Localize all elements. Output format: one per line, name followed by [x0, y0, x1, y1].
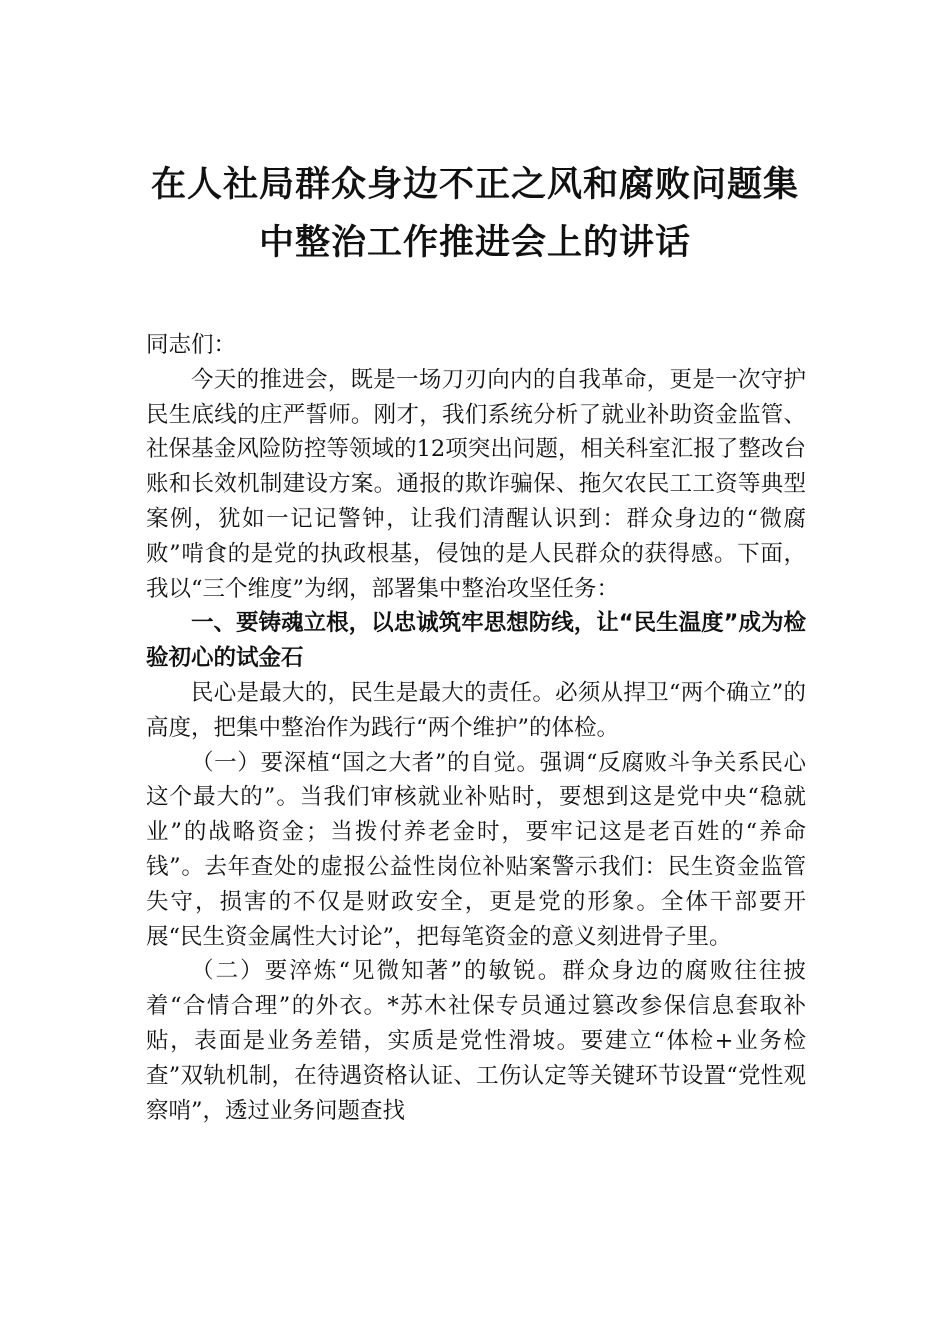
- paragraph-subsection-1: （一）要深植“国之大者”的自觉。强调“反腐败斗争关系民心这个最大的”。当我们审核就业补贴时，要想到这是党中央“稳就业”的战略资金；当拨付养老金时，要牢记这是老百姓的“养命钱”。去年查处的虚报公益性岗位补贴案警示我们：民生资金监管失守，损害的不仅是财政安全，更是党的形象。全体干部要开展“民生资金属性大讨论”，把每笔资金的意义刻进骨子里。: [146, 749, 806, 950]
- paragraph-intro: 今天的推进会，既是一场刀刃向内的自我革命，更是一次守护民生底线的庄严誓师。刚才，我们系统分析了就业补助资金监管、社保基金风险防控等领域的12项突出问题，相关科室汇报了整改台账和长效机制建设方案。通报的欺诈骗保、拖欠农民工工资等典型案例，犹如一记记警钟，让我们清醒认识到：群众身边的“微腐败”啃食的是党的执政根基，侵蚀的是人民群众的获得感。下面，我以“三个维度”为纲，部署集中整治攻坚任务：: [146, 366, 806, 602]
- paragraph-section-1-lead: 民心是最大的，民生是最大的责任。必须从捍卫“两个确立”的高度，把集中整治作为践行“两个维护”的体检。: [146, 679, 806, 741]
- section-heading-1: 一、要铸魂立根，以忠诚筑牢思想防线，让“民生温度”成为检验初心的试金石: [146, 610, 806, 672]
- document-body: [146, 328, 806, 1128]
- salutation: 同志们：: [146, 332, 237, 358]
- paragraph-subsection-2: （二）要淬炼“见微知著”的敏锐。群众身边的腐败往往披着“合情合理”的外衣。*苏木社保专员通过篡改参保信息套取补贴，表面是业务差错，实质是党性滑坡。要建立“体检+业务检查”双轨机制，在待遇资格认证、工伤认定等关键环节设置“党性观察哨”，透过业务问题查找: [146, 958, 806, 1124]
- document-title: 在人社局群众身边不正之风和腐败问题集中整治工作推进会上的讲话: [150, 164, 799, 263]
